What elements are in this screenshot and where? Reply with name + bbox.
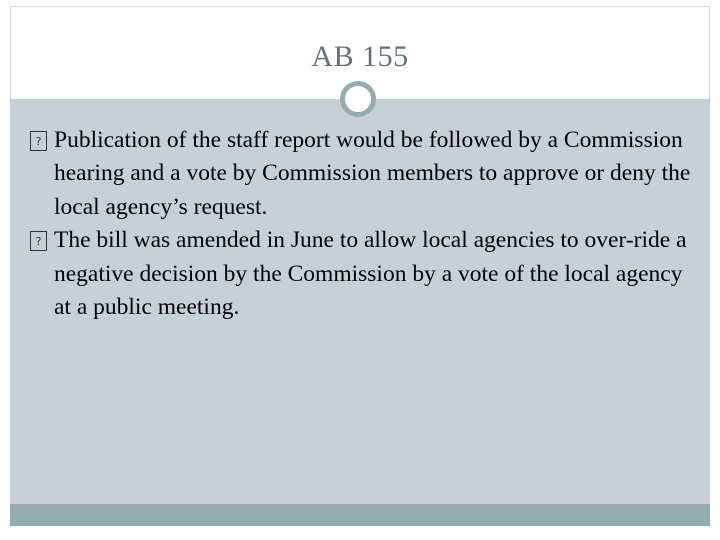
circle-ornament-icon xyxy=(340,81,376,117)
bullet-text: The bill was amended in June to allow local agencies to over-ride a negative decision by the Commission by a vote of the local agency at a public meeting. xyxy=(54,227,687,321)
missing-glyph-icon: ? xyxy=(30,231,47,251)
bullet-item xyxy=(30,124,700,224)
bottom-accent-bar xyxy=(10,504,710,526)
bullet-text: Publication of the staff report would be followed by a Commission hearing and a vote by Commission members to approve or deny the local agency’s request. xyxy=(54,127,691,220)
bullet-item xyxy=(30,224,700,324)
slide-title: AB 155 xyxy=(311,40,409,73)
bullet-list xyxy=(30,124,700,324)
missing-glyph-icon: ? xyxy=(30,131,47,151)
